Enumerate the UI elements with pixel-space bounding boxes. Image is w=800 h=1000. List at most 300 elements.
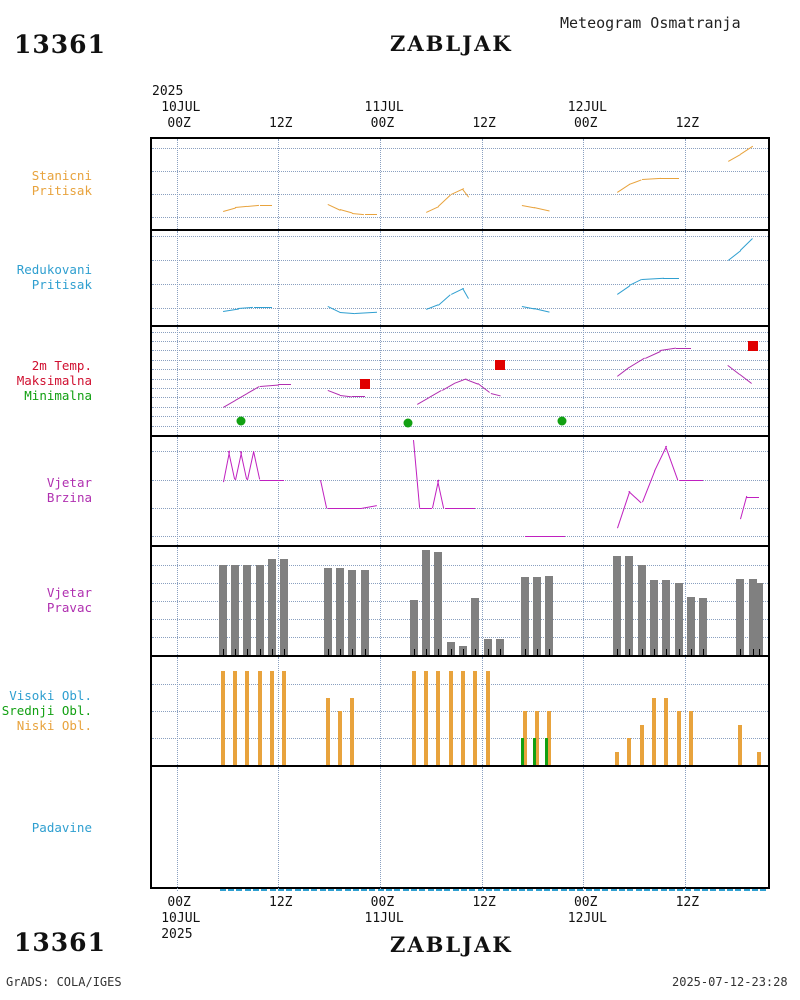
precip-zero-marker bbox=[702, 889, 708, 891]
cloud-low-bar bbox=[258, 671, 262, 766]
precip-zero-marker bbox=[245, 889, 251, 891]
gridline-vertical bbox=[482, 231, 484, 325]
wind-direction-tick bbox=[629, 649, 630, 655]
series-segment bbox=[247, 205, 259, 207]
min-temp-marker bbox=[557, 416, 566, 425]
row-label-line: Niski Obl. bbox=[16, 717, 92, 733]
time-label: 00Z bbox=[167, 116, 191, 131]
precip-zero-marker bbox=[303, 889, 309, 891]
wind-direction-tick bbox=[703, 649, 704, 655]
gridline-vertical bbox=[583, 767, 585, 891]
row-label-clouds bbox=[0, 688, 92, 733]
gridline-horizontal bbox=[152, 684, 768, 686]
cloud-low-bar bbox=[270, 671, 274, 766]
series-segment bbox=[260, 205, 272, 206]
series-segment bbox=[445, 508, 460, 509]
time-label: 00Z bbox=[573, 895, 598, 910]
row-label-wind-speed bbox=[0, 475, 92, 505]
series-segment bbox=[697, 480, 703, 481]
gridline-vertical bbox=[380, 767, 382, 891]
time-label: 00Z bbox=[167, 895, 191, 910]
wind-direction-tick bbox=[414, 649, 415, 655]
precip-zero-marker bbox=[627, 889, 633, 891]
gridline-vertical bbox=[482, 327, 484, 435]
cloud-low-bar bbox=[436, 671, 440, 766]
wind-direction-bar bbox=[471, 598, 479, 655]
gridline-horizontal bbox=[152, 148, 768, 150]
wind-direction-tick bbox=[463, 649, 464, 655]
row-label-line: Redukovani bbox=[16, 262, 92, 277]
precip-zero-marker bbox=[544, 889, 550, 891]
gridline-vertical bbox=[583, 231, 585, 325]
time-label: 00Z bbox=[370, 895, 395, 910]
precip-zero-marker bbox=[403, 889, 409, 891]
wind-direction-bar bbox=[545, 576, 553, 656]
series-segment bbox=[746, 497, 758, 498]
precip-zero-marker bbox=[636, 889, 642, 891]
credit-grads: GrADS: COLA/IGES bbox=[6, 975, 122, 989]
wind-direction-tick bbox=[235, 649, 236, 655]
precip-zero-marker bbox=[411, 889, 417, 891]
precip-zero-marker bbox=[652, 889, 658, 891]
row-label-line: Maksimalna bbox=[16, 372, 92, 388]
wind-direction-tick bbox=[438, 649, 439, 655]
cloud-low-bar bbox=[449, 671, 453, 766]
row-label-line: Vjetar bbox=[46, 585, 92, 600]
cloud-low-bar bbox=[233, 671, 237, 766]
series-segment bbox=[521, 205, 534, 208]
series-segment bbox=[413, 440, 420, 508]
wind-direction-tick bbox=[426, 649, 427, 655]
series-segment bbox=[420, 508, 432, 509]
panel-oblacnost bbox=[152, 657, 768, 767]
precip-zero-marker bbox=[444, 889, 450, 891]
gridline-horizontal bbox=[152, 388, 768, 390]
gridline-horizontal bbox=[152, 369, 768, 371]
wind-direction-tick bbox=[223, 649, 224, 655]
time-label: 2025 bbox=[161, 927, 193, 942]
precip-zero-marker bbox=[710, 889, 716, 891]
gridline-vertical bbox=[177, 767, 179, 891]
cloud-low-bar bbox=[326, 698, 330, 766]
time-label: 12Z bbox=[472, 895, 496, 910]
precip-zero-marker bbox=[586, 889, 592, 891]
series-segment bbox=[340, 312, 355, 314]
precip-zero-marker bbox=[261, 889, 267, 891]
wind-direction-bar bbox=[650, 580, 658, 655]
gridline-vertical bbox=[278, 139, 280, 229]
gridline-vertical bbox=[583, 327, 585, 435]
time-label: 10JUL bbox=[161, 911, 201, 926]
wind-direction-tick bbox=[451, 649, 452, 655]
time-label: 12Z bbox=[269, 895, 293, 910]
row-label-line: Padavine bbox=[31, 819, 92, 835]
precip-zero-marker bbox=[494, 889, 500, 891]
gridline-horizontal bbox=[152, 480, 768, 482]
wind-direction-tick bbox=[488, 649, 489, 655]
cloud-low-bar bbox=[652, 698, 656, 766]
series-segment bbox=[642, 178, 661, 180]
wind-direction-bar bbox=[533, 577, 541, 655]
time-label: 12JUL bbox=[567, 911, 607, 926]
series-segment bbox=[426, 206, 439, 213]
cloud-low-bar bbox=[664, 698, 668, 766]
gridline-vertical bbox=[380, 327, 382, 435]
gridline-vertical bbox=[177, 231, 179, 325]
precip-zero-marker bbox=[386, 889, 392, 891]
series-segment bbox=[642, 471, 655, 503]
wind-direction-bar bbox=[256, 565, 264, 655]
series-segment bbox=[437, 480, 444, 509]
wind-direction-tick bbox=[691, 649, 692, 655]
cloud-low-bar bbox=[473, 671, 477, 766]
cloud-low-bar bbox=[627, 738, 631, 765]
precip-zero-marker bbox=[378, 889, 384, 891]
precip-zero-marker bbox=[685, 889, 691, 891]
wind-direction-bar bbox=[422, 550, 430, 655]
time-label: 00Z bbox=[370, 116, 395, 131]
series-segment bbox=[278, 384, 290, 385]
series-segment bbox=[629, 179, 642, 185]
cloud-mid-bar bbox=[545, 738, 548, 765]
wind-direction-tick bbox=[654, 649, 655, 655]
precip-zero-marker bbox=[677, 889, 683, 891]
time-label: 11JUL bbox=[364, 100, 404, 115]
gridline-vertical bbox=[278, 327, 280, 435]
precip-zero-marker bbox=[278, 889, 284, 891]
series-segment bbox=[355, 312, 377, 314]
row-label-line: Pritisak bbox=[31, 277, 92, 292]
wind-direction-bar bbox=[755, 583, 763, 655]
wind-direction-bar bbox=[324, 568, 332, 655]
wind-direction-tick bbox=[284, 649, 285, 655]
row-label-line: Stanicni bbox=[31, 168, 92, 183]
series-segment bbox=[617, 184, 630, 193]
station-name-top: ZABLJAK bbox=[390, 31, 513, 56]
row-label-temperature bbox=[0, 358, 92, 403]
precip-zero-marker bbox=[602, 889, 608, 891]
cloud-low-bar bbox=[221, 671, 225, 766]
gridline-horizontal bbox=[152, 407, 768, 409]
wind-direction-bar bbox=[675, 583, 683, 655]
wind-direction-bar bbox=[361, 570, 369, 656]
precip-zero-marker bbox=[486, 889, 492, 891]
wind-direction-bar bbox=[699, 598, 707, 655]
gridline-vertical bbox=[685, 231, 687, 325]
precip-zero-marker bbox=[220, 889, 226, 891]
gridline-horizontal bbox=[152, 236, 768, 238]
station-name-bottom: ZABLJAK bbox=[390, 932, 513, 957]
series-segment bbox=[327, 204, 340, 211]
precip-zero-marker bbox=[527, 889, 533, 891]
max-temp-marker bbox=[495, 360, 505, 370]
wind-direction-tick bbox=[740, 649, 741, 655]
wind-direction-tick bbox=[537, 649, 538, 655]
series-segment bbox=[352, 396, 364, 397]
cloud-low-bar bbox=[486, 671, 490, 766]
wind-direction-bar bbox=[243, 565, 251, 655]
series-segment bbox=[328, 508, 343, 509]
precip-zero-marker bbox=[419, 889, 425, 891]
series-segment bbox=[228, 451, 235, 480]
row-label-line: 2m Temp. bbox=[31, 357, 92, 373]
wind-direction-bar bbox=[219, 565, 227, 655]
series-segment bbox=[438, 294, 451, 306]
wind-direction-bar bbox=[662, 580, 670, 655]
wind-direction-tick bbox=[759, 649, 760, 655]
wind-direction-tick bbox=[525, 649, 526, 655]
precip-zero-marker bbox=[461, 889, 467, 891]
precip-zero-marker bbox=[253, 889, 259, 891]
time-label: 2025 bbox=[152, 84, 184, 99]
wind-direction-tick bbox=[475, 649, 476, 655]
row-label-wind-direction bbox=[0, 585, 92, 615]
precip-zero-marker bbox=[453, 889, 459, 891]
gridline-horizontal bbox=[152, 341, 768, 343]
cloud-low-bar bbox=[640, 725, 644, 766]
series-segment bbox=[240, 451, 247, 480]
gridline-vertical bbox=[685, 767, 687, 891]
wind-direction-tick bbox=[260, 649, 261, 655]
wind-direction-tick bbox=[365, 649, 366, 655]
precip-zero-marker bbox=[270, 889, 276, 891]
cloud-low-bar bbox=[677, 711, 681, 765]
gridline-horizontal bbox=[152, 350, 768, 352]
cloud-low-bar bbox=[615, 752, 619, 766]
panel--m-temperatura bbox=[152, 327, 768, 437]
gridline-horizontal bbox=[152, 284, 768, 286]
meteogram-plot bbox=[150, 137, 770, 889]
series-segment bbox=[340, 209, 353, 213]
precip-zero-marker bbox=[369, 889, 375, 891]
wind-direction-bar bbox=[638, 565, 646, 655]
precip-zero-marker bbox=[286, 889, 292, 891]
series-segment bbox=[491, 393, 500, 396]
gridline-vertical bbox=[278, 767, 280, 891]
series-segment bbox=[320, 480, 327, 509]
panel-redukovani-pritisak bbox=[152, 231, 768, 327]
series-segment bbox=[525, 536, 547, 537]
time-label: 12Z bbox=[269, 116, 293, 131]
wind-direction-bar bbox=[434, 552, 442, 656]
series-segment bbox=[253, 451, 260, 480]
series-segment bbox=[352, 213, 364, 215]
precip-zero-marker bbox=[353, 889, 359, 891]
row-label-pressure-station bbox=[0, 168, 92, 198]
series-segment bbox=[660, 178, 678, 179]
wind-direction-tick bbox=[642, 649, 643, 655]
wind-direction-tick bbox=[500, 649, 501, 655]
precip-zero-marker bbox=[295, 889, 301, 891]
series-segment bbox=[223, 207, 236, 211]
gridline-horizontal bbox=[152, 451, 768, 453]
cloud-low-bar bbox=[412, 671, 416, 766]
series-segment bbox=[728, 154, 741, 162]
gridline-horizontal bbox=[152, 171, 768, 173]
precip-zero-marker bbox=[336, 889, 342, 891]
precip-zero-marker bbox=[694, 889, 700, 891]
precip-zero-marker bbox=[478, 889, 484, 891]
time-label: 00Z bbox=[573, 116, 598, 131]
precip-zero-marker bbox=[328, 889, 334, 891]
time-label: 12Z bbox=[675, 116, 700, 131]
precip-zero-marker bbox=[577, 889, 583, 891]
wind-direction-tick bbox=[617, 649, 618, 655]
gridline-horizontal bbox=[152, 360, 768, 362]
panel-padavine bbox=[152, 767, 768, 891]
precip-zero-marker bbox=[744, 889, 750, 891]
precip-zero-marker bbox=[760, 889, 766, 891]
wind-direction-bar bbox=[736, 579, 744, 656]
min-temp-marker bbox=[403, 419, 412, 428]
series-segment bbox=[546, 536, 564, 537]
cloud-low-bar bbox=[245, 671, 249, 766]
gridline-vertical bbox=[583, 139, 585, 229]
precip-zero-marker bbox=[503, 889, 509, 891]
wind-direction-tick bbox=[666, 649, 667, 655]
precip-zero-marker bbox=[511, 889, 517, 891]
row-label-line: Minimalna bbox=[24, 387, 92, 403]
row-label-precipitation bbox=[0, 820, 92, 835]
precip-zero-marker bbox=[236, 889, 242, 891]
wind-direction-bar bbox=[268, 559, 276, 655]
cloud-low-bar bbox=[424, 671, 428, 766]
wind-direction-tick bbox=[753, 649, 754, 655]
panel-stanicni-pritisak bbox=[152, 139, 768, 231]
precip-zero-marker bbox=[644, 889, 650, 891]
row-label-line: Srednji Obl. bbox=[1, 702, 92, 718]
series-segment bbox=[460, 508, 475, 509]
precip-zero-marker bbox=[311, 889, 317, 891]
precip-zero-marker bbox=[661, 889, 667, 891]
time-label: 12Z bbox=[675, 895, 700, 910]
precip-zero-marker bbox=[669, 889, 675, 891]
station-id-top: 13361 bbox=[14, 30, 106, 59]
gridline-vertical bbox=[380, 231, 382, 325]
credit-timestamp: 2025-07-12-23:28 bbox=[672, 975, 788, 989]
precip-zero-marker bbox=[727, 889, 733, 891]
precip-zero-marker bbox=[536, 889, 542, 891]
gridline-horizontal bbox=[152, 332, 768, 334]
gridline-vertical bbox=[482, 139, 484, 229]
precip-zero-marker bbox=[228, 889, 234, 891]
series-segment bbox=[235, 206, 247, 208]
gridline-horizontal bbox=[152, 711, 768, 713]
gridline-horizontal bbox=[152, 536, 768, 538]
precip-zero-marker bbox=[320, 889, 326, 891]
precip-zero-marker bbox=[752, 889, 758, 891]
series-segment bbox=[642, 278, 664, 280]
wind-direction-bar bbox=[613, 556, 621, 655]
cloud-mid-bar bbox=[521, 738, 524, 765]
cloud-low-bar bbox=[461, 671, 465, 766]
cloud-low-bar bbox=[757, 752, 761, 766]
series-segment bbox=[534, 207, 550, 211]
series-segment bbox=[275, 480, 284, 481]
time-label: 11JUL bbox=[364, 911, 404, 926]
precip-zero-marker bbox=[436, 889, 442, 891]
series-segment bbox=[260, 480, 275, 481]
cloud-mid-bar bbox=[533, 738, 536, 765]
gridline-vertical bbox=[685, 139, 687, 229]
min-temp-marker bbox=[237, 416, 246, 425]
wind-direction-tick bbox=[549, 649, 550, 655]
time-label: 12JUL bbox=[567, 100, 607, 115]
wind-direction-tick bbox=[352, 649, 353, 655]
series-segment bbox=[617, 285, 630, 294]
row-label-line: Vjetar bbox=[46, 475, 92, 490]
precip-zero-marker bbox=[611, 889, 617, 891]
gridline-horizontal bbox=[152, 397, 768, 399]
station-id-bottom: 13361 bbox=[14, 928, 106, 957]
wind-direction-bar bbox=[231, 565, 239, 655]
gridline-vertical bbox=[685, 327, 687, 435]
panel-vjetar-brzina bbox=[152, 437, 768, 547]
series-segment bbox=[740, 238, 753, 251]
wind-direction-bar bbox=[687, 597, 695, 656]
row-label-line: Brzina bbox=[46, 490, 92, 505]
precip-zero-marker bbox=[719, 889, 725, 891]
wind-direction-tick bbox=[679, 649, 680, 655]
wind-direction-bar bbox=[625, 556, 633, 655]
meteogram-title: Meteogram Osmatranja bbox=[560, 14, 741, 32]
gridline-vertical bbox=[482, 767, 484, 891]
row-label-pressure-reduced bbox=[0, 262, 92, 292]
cloud-low-bar bbox=[738, 725, 742, 766]
row-label-line: Pritisak bbox=[31, 183, 92, 198]
row-label-line: Visoki Obl. bbox=[9, 687, 92, 703]
wind-direction-tick bbox=[340, 649, 341, 655]
gridline-horizontal bbox=[152, 217, 768, 219]
precip-zero-marker bbox=[569, 889, 575, 891]
cloud-low-bar bbox=[282, 671, 286, 766]
precip-zero-marker bbox=[619, 889, 625, 891]
gridline-vertical bbox=[380, 139, 382, 229]
precip-zero-marker bbox=[394, 889, 400, 891]
series-segment bbox=[260, 384, 279, 386]
series-segment bbox=[676, 348, 691, 349]
gridline-horizontal bbox=[152, 738, 768, 740]
time-label: 10JUL bbox=[161, 100, 201, 115]
series-segment bbox=[679, 480, 697, 481]
gridline-vertical bbox=[177, 139, 179, 229]
cloud-low-bar bbox=[689, 711, 693, 765]
wind-direction-tick bbox=[247, 649, 248, 655]
wind-direction-bar bbox=[348, 570, 356, 656]
series-segment bbox=[462, 288, 469, 299]
max-temp-marker bbox=[360, 379, 370, 389]
cloud-low-bar bbox=[338, 711, 342, 765]
precip-zero-marker bbox=[361, 889, 367, 891]
series-segment bbox=[663, 278, 678, 279]
precip-zero-marker bbox=[735, 889, 741, 891]
time-label: 12Z bbox=[472, 116, 496, 131]
precip-zero-marker bbox=[552, 889, 558, 891]
max-temp-marker bbox=[748, 341, 758, 351]
wind-direction-tick bbox=[272, 649, 273, 655]
precip-zero-marker bbox=[345, 889, 351, 891]
gridline-horizontal bbox=[152, 260, 768, 262]
gridline-vertical bbox=[177, 327, 179, 435]
precip-zero-marker bbox=[594, 889, 600, 891]
wind-direction-tick bbox=[328, 649, 329, 655]
row-label-line: Pravac bbox=[46, 600, 92, 615]
wind-direction-bar bbox=[521, 577, 529, 655]
series-segment bbox=[365, 214, 377, 215]
precip-zero-marker bbox=[561, 889, 567, 891]
gridline-vertical bbox=[278, 231, 280, 325]
precip-zero-marker bbox=[469, 889, 475, 891]
